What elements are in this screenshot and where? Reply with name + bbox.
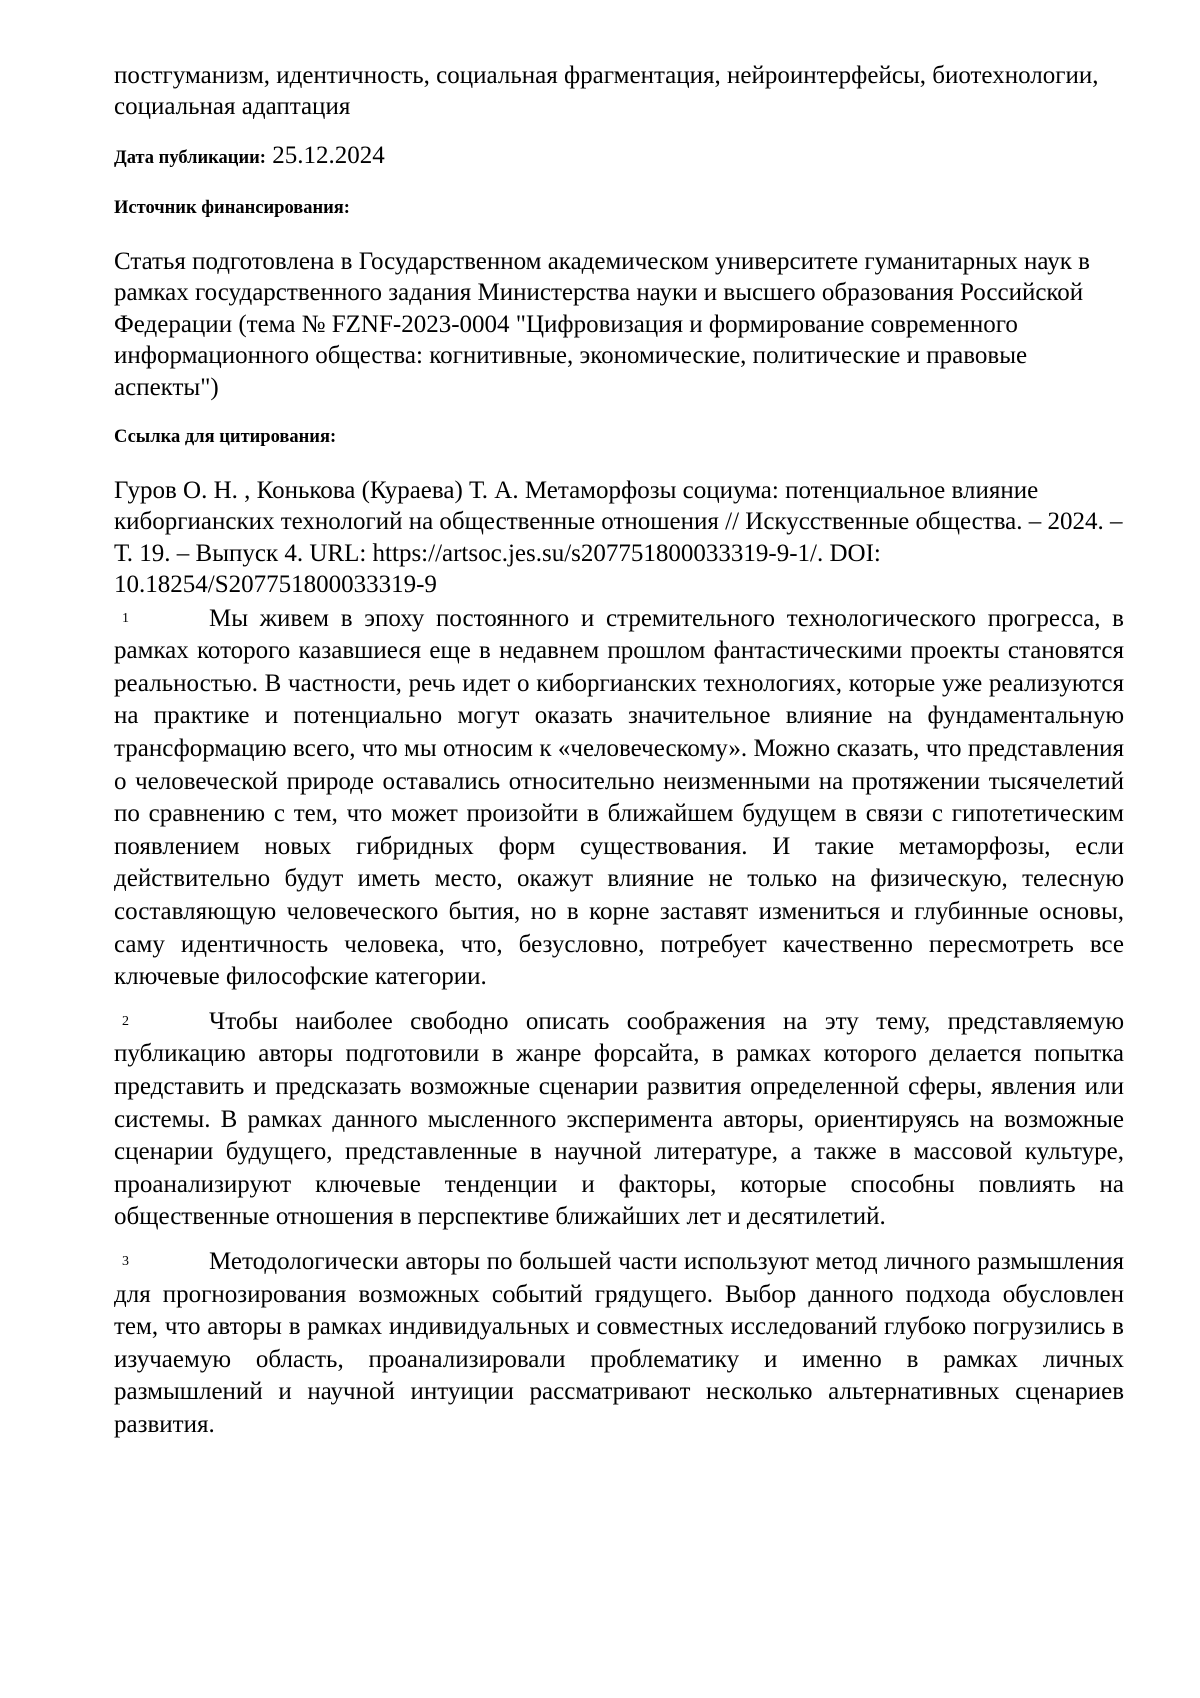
article-page <box>114 60 1124 1442</box>
funding-label: Источник финансирования: <box>114 196 1124 220</box>
paragraph-3 <box>114 1246 1124 1442</box>
paragraph-text: Мы живем в эпоху постоянного и стремительного технологического прогресса, в рамках которого казавшиеся еще в недавнем прошлом фантастическими проекты становятся реальностью. В частности, речь идет о киборгианских технологиях, которые уже реализуются на практике и потенциально могут оказать значительное влияние на фундаментальную трансформацию всего, что мы относим к «человеческому». Можно сказать, что представления о человеческой природе оставались относительно неизменными на протяжении тысячелетий по сравнению с тем, что может произойти в ближайшем будущем в связи с гипотетическим появлением новых гибридных форм существования. И такие метаморфозы, если действительно будут иметь место, окажут влияние не только на физическую, телесную составляющую человеческого бытия, но в корне заставят измениться и глубинные основы, саму идентичность человека, что, безусловно, потребует качественно пересмотреть все ключевые философские категории. <box>114 605 1124 991</box>
publication-date-label: Дата публикации: <box>114 148 266 168</box>
paragraph-text: Методологически авторы по большей части используют метод личного размышления для прогнозирования возможных событий грядущего. Выбор данного подхода обусловлен тем, что авторы в рамках индивидуальных и совместных исследований глубоко погрузились в изучаемую область, проанализировали проблематику и именно в рамках личных размышлений и научной интуиции рассматривают несколько альтернативных сценариев развития. <box>114 1248 1124 1438</box>
funding-text: Статья подготовлена в Государственном академическом университете гуманитарных наук в рамках государственного задания Министерства науки и высшего образования Российской Федерации (тема № FZNF-2023-0004 "Цифровизация и формирование современного информационного общества: когнитивные, экономические, политические и правовые аспекты") <box>114 246 1124 403</box>
paragraph-2 <box>114 1006 1124 1234</box>
keywords-text: постгуманизм, идентичность, социальная фрагментация, нейроинтерфейсы, биотехнологии, социальная адаптация <box>114 60 1124 122</box>
citation-label: Ссылка для цитирования: <box>114 425 1124 449</box>
paragraph-1 <box>114 603 1124 994</box>
paragraph-text: Чтобы наиболее свободно описать соображения на эту тему, представляемую публикацию авторы подготовили в жанре форсайта, в рамках которого делается попытка представить и предсказать возможные сценарии развития определенной сферы, явления или системы. В рамках данного мысленного эксперимента авторы, ориентируясь на возможные сценарии будущего, представленные в научной литературе, а также в массовой культуре, проанализируют ключевые тенденции и факторы, которые способны повлиять на общественные отношения в перспективе ближайших лет и десятилетий. <box>114 1008 1124 1231</box>
paragraph-number: 3 <box>122 1246 129 1278</box>
publication-date <box>114 140 1124 174</box>
citation-text: Гуров О. Н. , Конькова (Кураева) Т. А. Метаморфозы социума: потенциальное влияние киборгианских технологий на общественные отношения // Искусственные общества. – 2024. – Т. 19. – Выпуск 4. URL: https://artsoc.jes.su/s207751800033319-9-1/. DOI: 10.18254/S207751800033319-9 <box>114 475 1124 601</box>
publication-date-value: 25.12.2024 <box>272 142 385 169</box>
paragraph-number: 1 <box>122 603 129 635</box>
paragraph-number: 2 <box>122 1006 129 1038</box>
